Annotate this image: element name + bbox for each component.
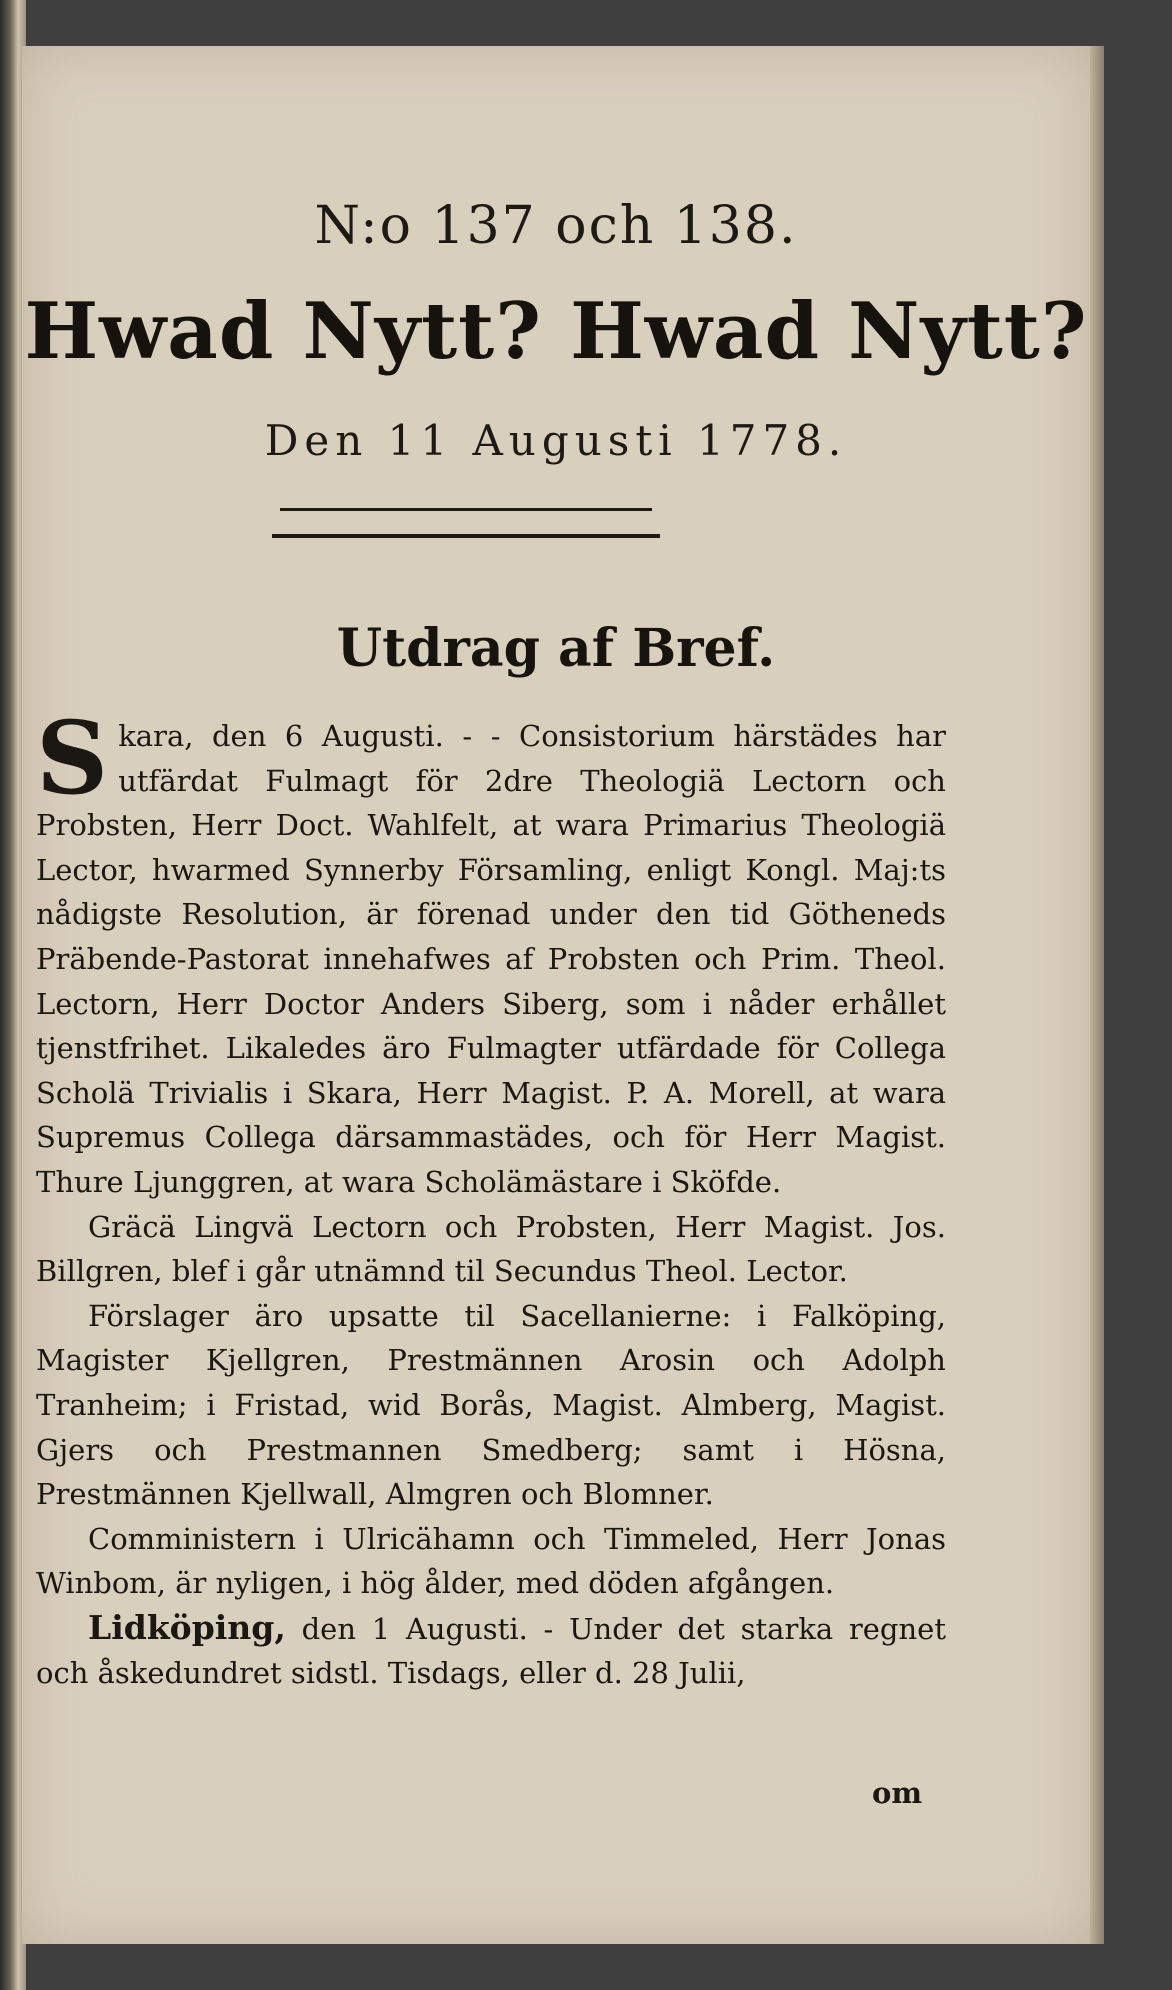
divider-rule-bottom (272, 534, 660, 538)
paragraph-text: kara, den 6 Augusti. - - Consistorium härstädes har utfärdat Fulmagt för 2dre Theologiä Lectorn och Probsten, Herr Doct. Wahlfelt, at wara Primarius Theologiä Lector, hwarmed Synnerby Församling, enligt Kongl. Maj:ts nådigste Resolution, är förenad under den tid Götheneds Präbende-Pastorat innehafwes af Probsten och Prim. Theol. Lectorn, Herr Doctor Anders Siberg, som i nåder erhållet tjenstfrihet. Likaledes äro Fulmagter utfärdade för Collega Scholä Trivialis i Skara, Herr Magist. P. A. Morell, at wara Supremus Collega därsammastädes, och för Herr Magist. Thure Ljunggren, at wara Scholämästare i Sköfde. (36, 719, 946, 1199)
article-body (36, 699, 946, 1696)
newspaper-page (22, 46, 1090, 1944)
section-heading: Utdrag af Bref. (336, 618, 776, 679)
paragraph-lidkoping (36, 1606, 946, 1696)
paragraph-text: den 1 Augusti. - Under det starka regnet och åskedundret sidstl. Tisdags, eller d. 28 Julii, (36, 1611, 946, 1691)
paragraph-billgren: Gräcä Lingvä Lectorn och Probsten, Herr Magist. Jos. Billgren, blef i går utnämnd til Secundus Theol. Lector. (36, 1209, 946, 1289)
issue-date: Den 11 Augusti 1778. (264, 416, 848, 465)
drop-cap: S (36, 699, 109, 817)
place-name: Lidköping, (88, 1607, 286, 1647)
divider-rule-top (280, 508, 652, 511)
catchword: om (872, 1776, 923, 1810)
issue-number: N:o 137 och 138. (314, 196, 798, 256)
paragraph-forslager: Förslager äro upsatte til Sacellanierne: i Falköping, Magister Kjellgren, Prestmännen Arosin och Adolph Tranheim; i Fristad, wid Borås, Magist. Almberg, Magist. Gjers och Prestmannen Smedberg; samt i Hösna, Prestmännen Kjellwall, Almgren och Blomner. (36, 1298, 946, 1512)
paragraph-skara (36, 699, 946, 1205)
paragraph-winbom: Comministern i Ulricähamn och Timmeled, Herr Jonas Winbom, är nyligen, i hög ålder, med döden afgången. (36, 1521, 946, 1601)
newspaper-title: Hwad Nytt? Hwad Nytt? (24, 286, 1088, 377)
page-edge (1090, 46, 1104, 1944)
